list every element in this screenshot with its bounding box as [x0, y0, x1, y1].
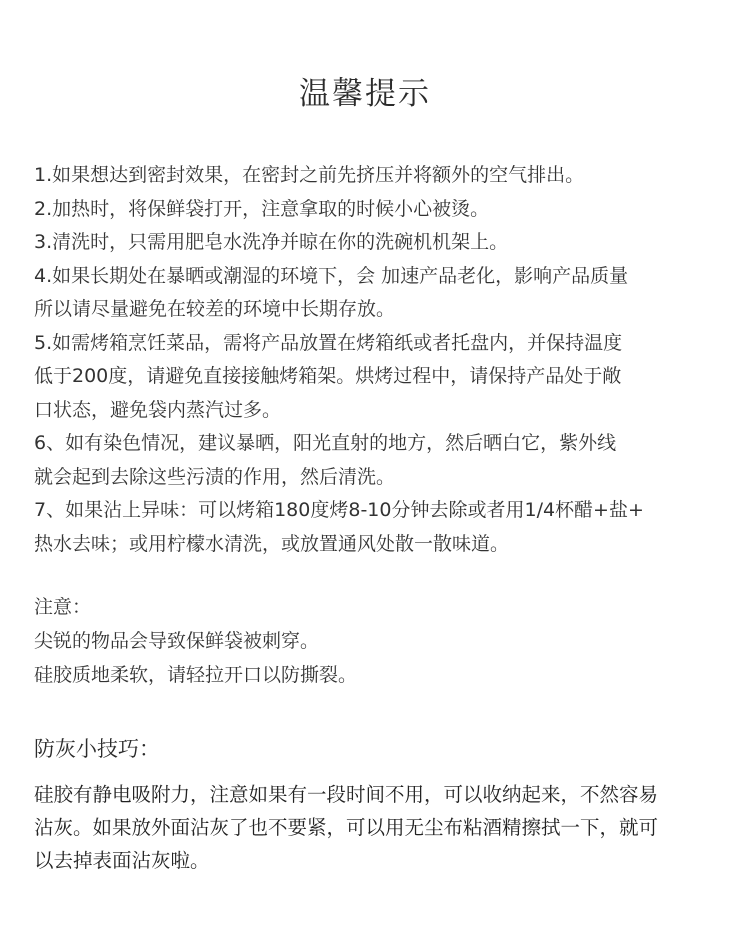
- dust-tip-line: 硅胶有静电吸附力，注意如果有一段时间不用，可以收纳起来，不然容易: [34, 783, 659, 806]
- dust-tip-line: 以去掉表面沾灰啦。: [34, 849, 210, 872]
- tip-line: 所以请尽量避免在较差的环境中长期存放。: [34, 298, 396, 320]
- notes-section: [34, 590, 714, 692]
- page-title: 温馨提示: [299, 76, 431, 112]
- note-line: 尖锐的物品会导致保鲜袋被刺穿。: [34, 630, 320, 652]
- tip-line: 5.如需烤箱烹饪菜品，需将产品放置在烤箱纸或者托盘内，并保持温度: [34, 331, 623, 354]
- tip-line: 4.如果长期处在暴晒或潮湿的环境下，会 加速产品老化，影响产品质量: [34, 264, 629, 287]
- tip-line: 2.加热时，将保鲜袋打开，注意拿取的时候小心被烫。: [34, 197, 490, 220]
- tip-line: 热水去味；或用柠檬水清洗，或放置通风处散一散味道。: [34, 532, 510, 555]
- tip-line: 口状态，避免袋内蒸汽过多。: [34, 398, 282, 421]
- notes-heading: 注意：: [34, 596, 92, 618]
- tip-line: 3.清洗时，只需用肥皂水洗净并晾在你的洗碗机机架上。: [34, 231, 509, 253]
- tip-line: 低于200度，请避免直接接触烤箱架。烘烤过程中，请保持产品处于敞: [34, 365, 622, 387]
- tip-line: 1.如果想达到密封效果，在密封之前先挤压并将额外的空气排出。: [34, 164, 585, 186]
- dust-tips-heading: 防灰小技巧：: [34, 737, 160, 761]
- tip-line: 就会起到去除这些污渍的作用，然后清洗。: [34, 465, 396, 488]
- dust-tip-line: 沾灰。如果放外面沾灰了也不要紧，可以用无尘布粘酒精擦拭一下，就可: [34, 816, 659, 839]
- note-line: 硅胶质地柔软，请轻拉开口以防撕裂。: [34, 664, 358, 686]
- tips-list: [34, 159, 714, 561]
- dust-tips-section: [34, 778, 714, 877]
- tip-line: 7、如果沾上异味：可以烤箱180度烤8-10分钟去除或者用1/4杯醋+盐+: [34, 499, 644, 521]
- tip-line: 6、如有染色情况，建议暴晒，阳光直射的地方，然后晒白它，紫外线: [34, 432, 617, 454]
